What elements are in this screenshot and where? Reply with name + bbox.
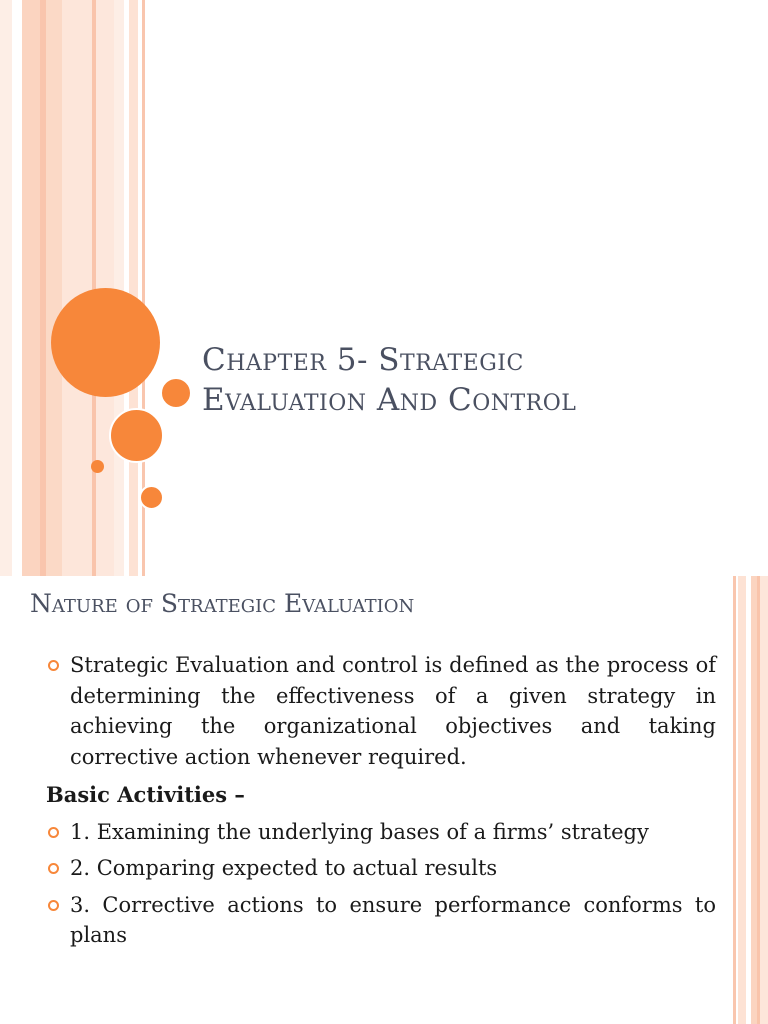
bullet-ring-icon — [48, 863, 59, 874]
stripe-band — [46, 0, 62, 576]
bullet-ring-icon — [48, 900, 59, 911]
slide-body — [46, 650, 716, 957]
bullet-ring-icon — [48, 827, 59, 838]
stripe-band — [129, 0, 138, 576]
stripe-band — [733, 576, 736, 1024]
bullet-item — [46, 853, 716, 884]
bullet-ring-icon — [48, 660, 59, 671]
content-slide — [0, 576, 768, 1024]
stripe-band — [738, 576, 746, 1024]
decorative-circle-large — [51, 288, 160, 397]
stripe-band — [12, 0, 22, 576]
bullet-item — [46, 650, 716, 772]
activity-text: 1. Examining the underlying bases of a firms’ strategy — [70, 819, 649, 844]
stripe-band — [0, 0, 12, 576]
activity-text: 3. Corrective actions to ensure performance conforms to plans — [70, 892, 716, 947]
slide-title-line: Chapter 5- Strategic — [202, 342, 524, 378]
definition-text: Strategic Evaluation and control is defined as the process of determining the effectiveness of a given strategy in achieving the organizational objectives and taking corrective action whenever required. — [70, 653, 716, 769]
bullet-item — [46, 817, 716, 848]
bullet-item — [46, 890, 716, 951]
decorative-circle-medium — [109, 408, 164, 463]
slide-title — [202, 340, 742, 420]
activity-text: 2. Comparing expected to actual results — [70, 856, 498, 880]
stripe-band — [22, 0, 40, 576]
decorative-circle-small — [139, 485, 164, 510]
stripe-band — [760, 576, 768, 1024]
slide-heading: Nature of Strategic Evaluation — [30, 589, 415, 618]
decorative-circle-tiny — [91, 460, 104, 473]
stripe-band — [62, 0, 92, 576]
basic-activities-subheading: Basic Activities – — [46, 782, 245, 807]
slide-title-line: Evaluation And Control — [202, 382, 577, 418]
decorative-circle-small — [160, 377, 192, 409]
